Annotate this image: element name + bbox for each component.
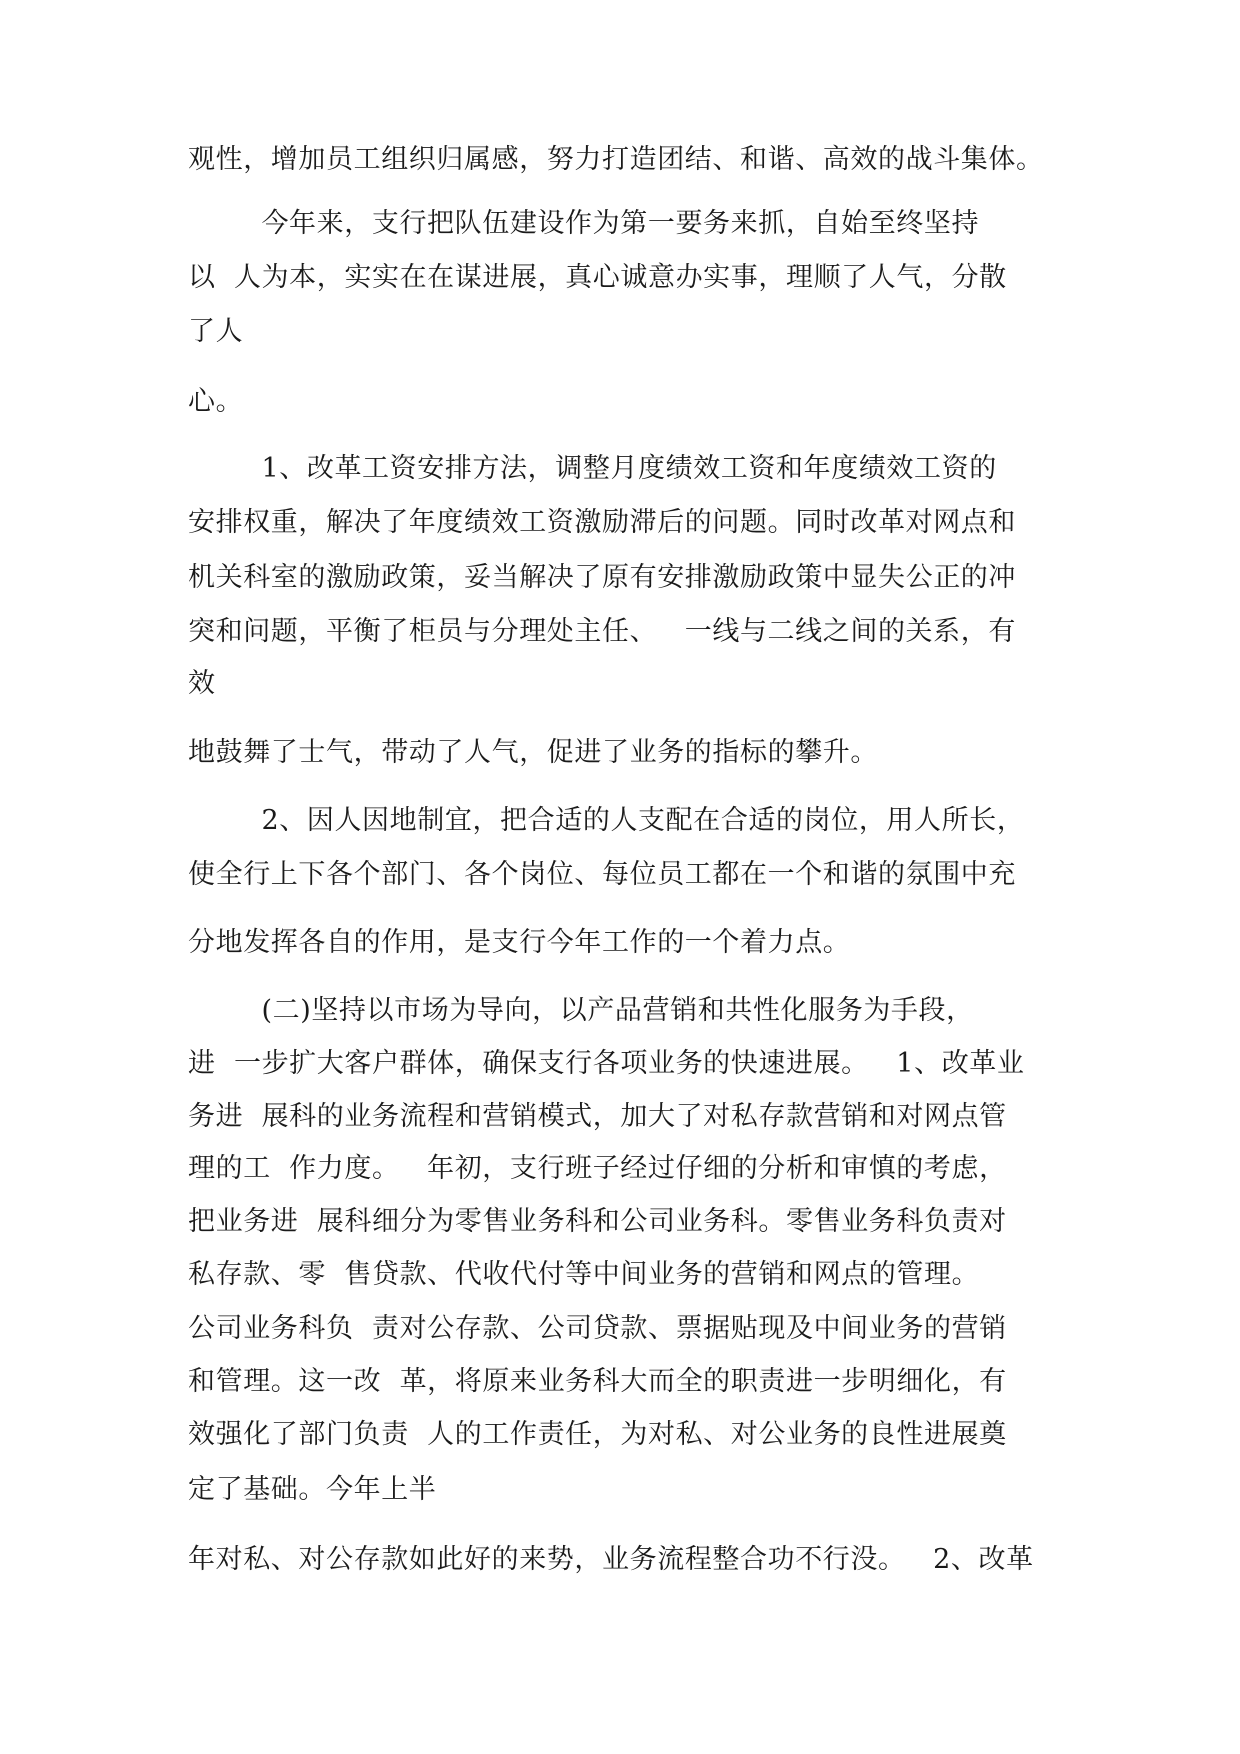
text-line: 地鼓舞了士气，带动了人气，促进了业务的指标的攀升。 — [188, 737, 878, 768]
text-line: 2、因人因地制宜，把合适的人支配在合适的岗位，用人所长， — [188, 805, 1025, 836]
text-line: 年对私、对公存款如此好的来势，业务流程整合功不行没。 2、改革 — [188, 1544, 1034, 1575]
text-line: 效 — [188, 668, 216, 699]
text-line: 1、改革工资安排方法，调整月度绩效工资和年度绩效工资的 — [188, 453, 997, 484]
text-line: 效强化了部门负责 人的工作责任，为对私、对公业务的良性进展奠 — [188, 1419, 1007, 1450]
text-line: 心。 — [188, 386, 244, 417]
text-line: 务进 展科的业务流程和营销模式，加大了对私存款营销和对网点管 — [188, 1101, 1007, 1132]
text-line: (二)坚持以市场为导向，以产品营销和共性化服务为手段， — [188, 995, 974, 1026]
text-line: 安排权重，解决了年度绩效工资激励滞后的问题。同时改革对网点和 — [188, 507, 1016, 538]
text-line: 理的工 作力度。 年初，支行班子经过仔细的分析和审慎的考虑， — [188, 1153, 1007, 1184]
text-line: 和管理。这一改 革，将原来业务科大而全的职责进一步明细化，有 — [188, 1366, 1007, 1397]
text-line: 以 人为本，实实在在谋进展，真心诚意办实事，理顺了人气，分散 — [188, 262, 1007, 293]
text-line: 观性，增加员工组织归属感，努力打造团结、和谐、高效的战斗集体。 — [188, 144, 1044, 175]
text-line: 定了基础。今年上半 — [188, 1474, 437, 1505]
text-line: 进 一步扩大客户群体，确保支行各项业务的快速进展。 1、改革业 — [188, 1048, 1025, 1079]
text-line: 把业务进 展科细分为零售业务科和公司业务科。零售业务科负责对 — [188, 1206, 1007, 1237]
text-line: 私存款、零 售贷款、代收代付等中间业务的营销和网点的管理。 — [188, 1259, 980, 1290]
text-line: 今年来，支行把队伍建设作为第一要务来抓，自始至终坚持 — [188, 208, 980, 239]
text-line: 了人 — [188, 316, 244, 347]
text-line: 分地发挥各自的作用，是支行今年工作的一个着力点。 — [188, 927, 851, 958]
text-line: 机关科室的激励政策，妥当解决了原有安排激励政策中显失公正的冲 — [188, 562, 1016, 593]
text-line: 突和问题，平衡了柜员与分理处主任、 一线与二线之间的关系，有 — [188, 616, 1016, 647]
text-line: 公司业务科负 责对公存款、公司贷款、票据贴现及中间业务的营销 — [188, 1313, 1007, 1344]
text-line: 使全行上下各个部门、各个岗位、每位员工都在一个和谐的氛围中充 — [188, 859, 1016, 890]
